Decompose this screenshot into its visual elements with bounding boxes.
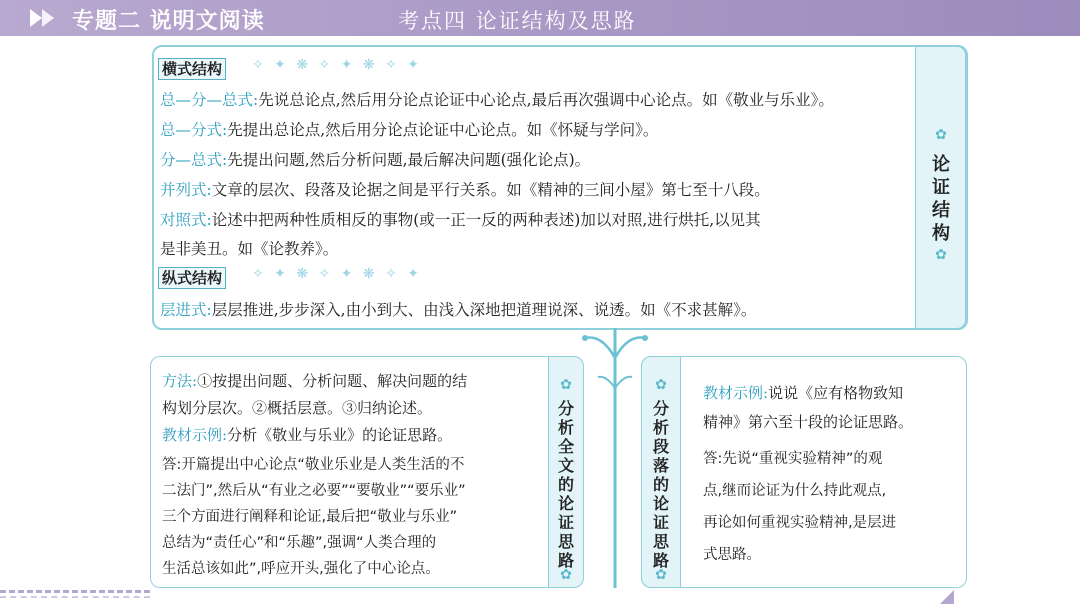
play-arrow-icon: [30, 9, 42, 27]
shell-icon: ✿: [655, 377, 667, 393]
item-contrast: 对照式:论述中把两种性质相反的事物(或一正一反的两种表述)加以对照,进行烘托,以见其: [160, 211, 761, 229]
shell-icon: ✿: [935, 127, 947, 143]
right-answer-line: 再论如何重视实验精神,是层进: [703, 515, 897, 531]
method-line-1: 方法:①按提出问题、分析问题、解决问题的结: [162, 372, 468, 390]
item-part-total: 分—总式:先提出问题,然后分析问题,最后解决问题(强化论点)。: [160, 151, 591, 169]
exam-point-title: 考点四 论证结构及思路: [398, 9, 637, 33]
method-line-2: 构划分层次。②概括层意。③归纳论述。: [162, 399, 433, 417]
full-text-analysis-tab: [548, 356, 584, 588]
heading-vertical-structure: 纵式结构: [158, 267, 226, 289]
title-bar: [0, 0, 1080, 36]
left-answer-line: 答:开篇提出中心论点“敬业乐业是人类生活的不: [162, 457, 465, 473]
right-example-line-2: 精神》第六至十段的论证思路。: [703, 413, 914, 431]
shell-icon: ✿: [655, 567, 667, 583]
tab-label-full-text: 分 析 全 文 的 论 证 思 路: [557, 399, 574, 570]
dashed-divider: [0, 590, 150, 593]
paragraph-analysis-tab: [641, 356, 681, 588]
corner-decoration: [940, 590, 954, 604]
right-answer-line: 答:先说“重视实验精神”的观: [703, 451, 883, 467]
connector-branches: [580, 328, 650, 588]
item-progressive: 层进式:层层推进,步步深入,由小到大、由浅入深地把道理说深、说透。如《不求甚解》。: [160, 301, 757, 319]
item-total-part-total: 总—分—总式:先说总论点,然后用分论点论证中心论点,最后再次强调中心论点。如《敬业与乐业》。: [160, 91, 834, 109]
left-answer-line: 二法门”,然后从“有业之必要”“要敬业”“要乐业”: [162, 483, 466, 499]
item-parallel: 并列式:文章的层次、段落及论据之间是平行关系。如《精神的三间小屋》第七至十八段。: [160, 181, 770, 199]
heading-horizontal-structure: 横式结构: [158, 58, 226, 80]
left-example: 教材示例:分析《敬业与乐业》的论证思路。: [162, 426, 453, 444]
left-answer-line: 生活总该如此”,呼应开头,强化了中心论点。: [162, 561, 440, 577]
star-decoration-icon: ✧ ✦ ❋ ✧ ✦ ❋ ✧ ✦: [252, 57, 422, 73]
star-decoration-icon: ✧ ✦ ❋ ✧ ✦ ❋ ✧ ✦: [252, 266, 422, 282]
argument-structure-tab: [915, 45, 967, 330]
right-example-line-1: 教材示例:说说《应有格物致知: [703, 384, 904, 402]
shell-icon: ✿: [935, 247, 947, 263]
shell-icon: ✿: [560, 567, 572, 583]
left-answer-line: 总结为“责任心”和“乐趣”,强调“人类合理的: [162, 535, 437, 551]
tab-label-argument-structure: 论 证 结 构: [932, 154, 950, 244]
right-answer-line: 式思路。: [703, 547, 761, 563]
tab-label-paragraph: 分 析 段 落 的 论 证 思 路: [652, 399, 669, 570]
item-total-part: 总—分式:先提出总论点,然后用分论点论证中心论点。如《怀疑与学问》。: [160, 121, 659, 139]
dashed-divider-2: [0, 596, 150, 598]
shell-icon: ✿: [560, 377, 572, 393]
play-arrow-icon-2: [42, 9, 54, 27]
left-answer-line: 三个方面进行阐释和论证,最后把“敬业与乐业”: [162, 509, 458, 525]
topic-title: 专题二 说明文阅读: [72, 9, 265, 34]
item-contrast-continuation: 是非美丑。如《论教养》。: [160, 240, 339, 258]
right-answer-line: 点,继而论证为什么持此观点,: [703, 483, 887, 499]
